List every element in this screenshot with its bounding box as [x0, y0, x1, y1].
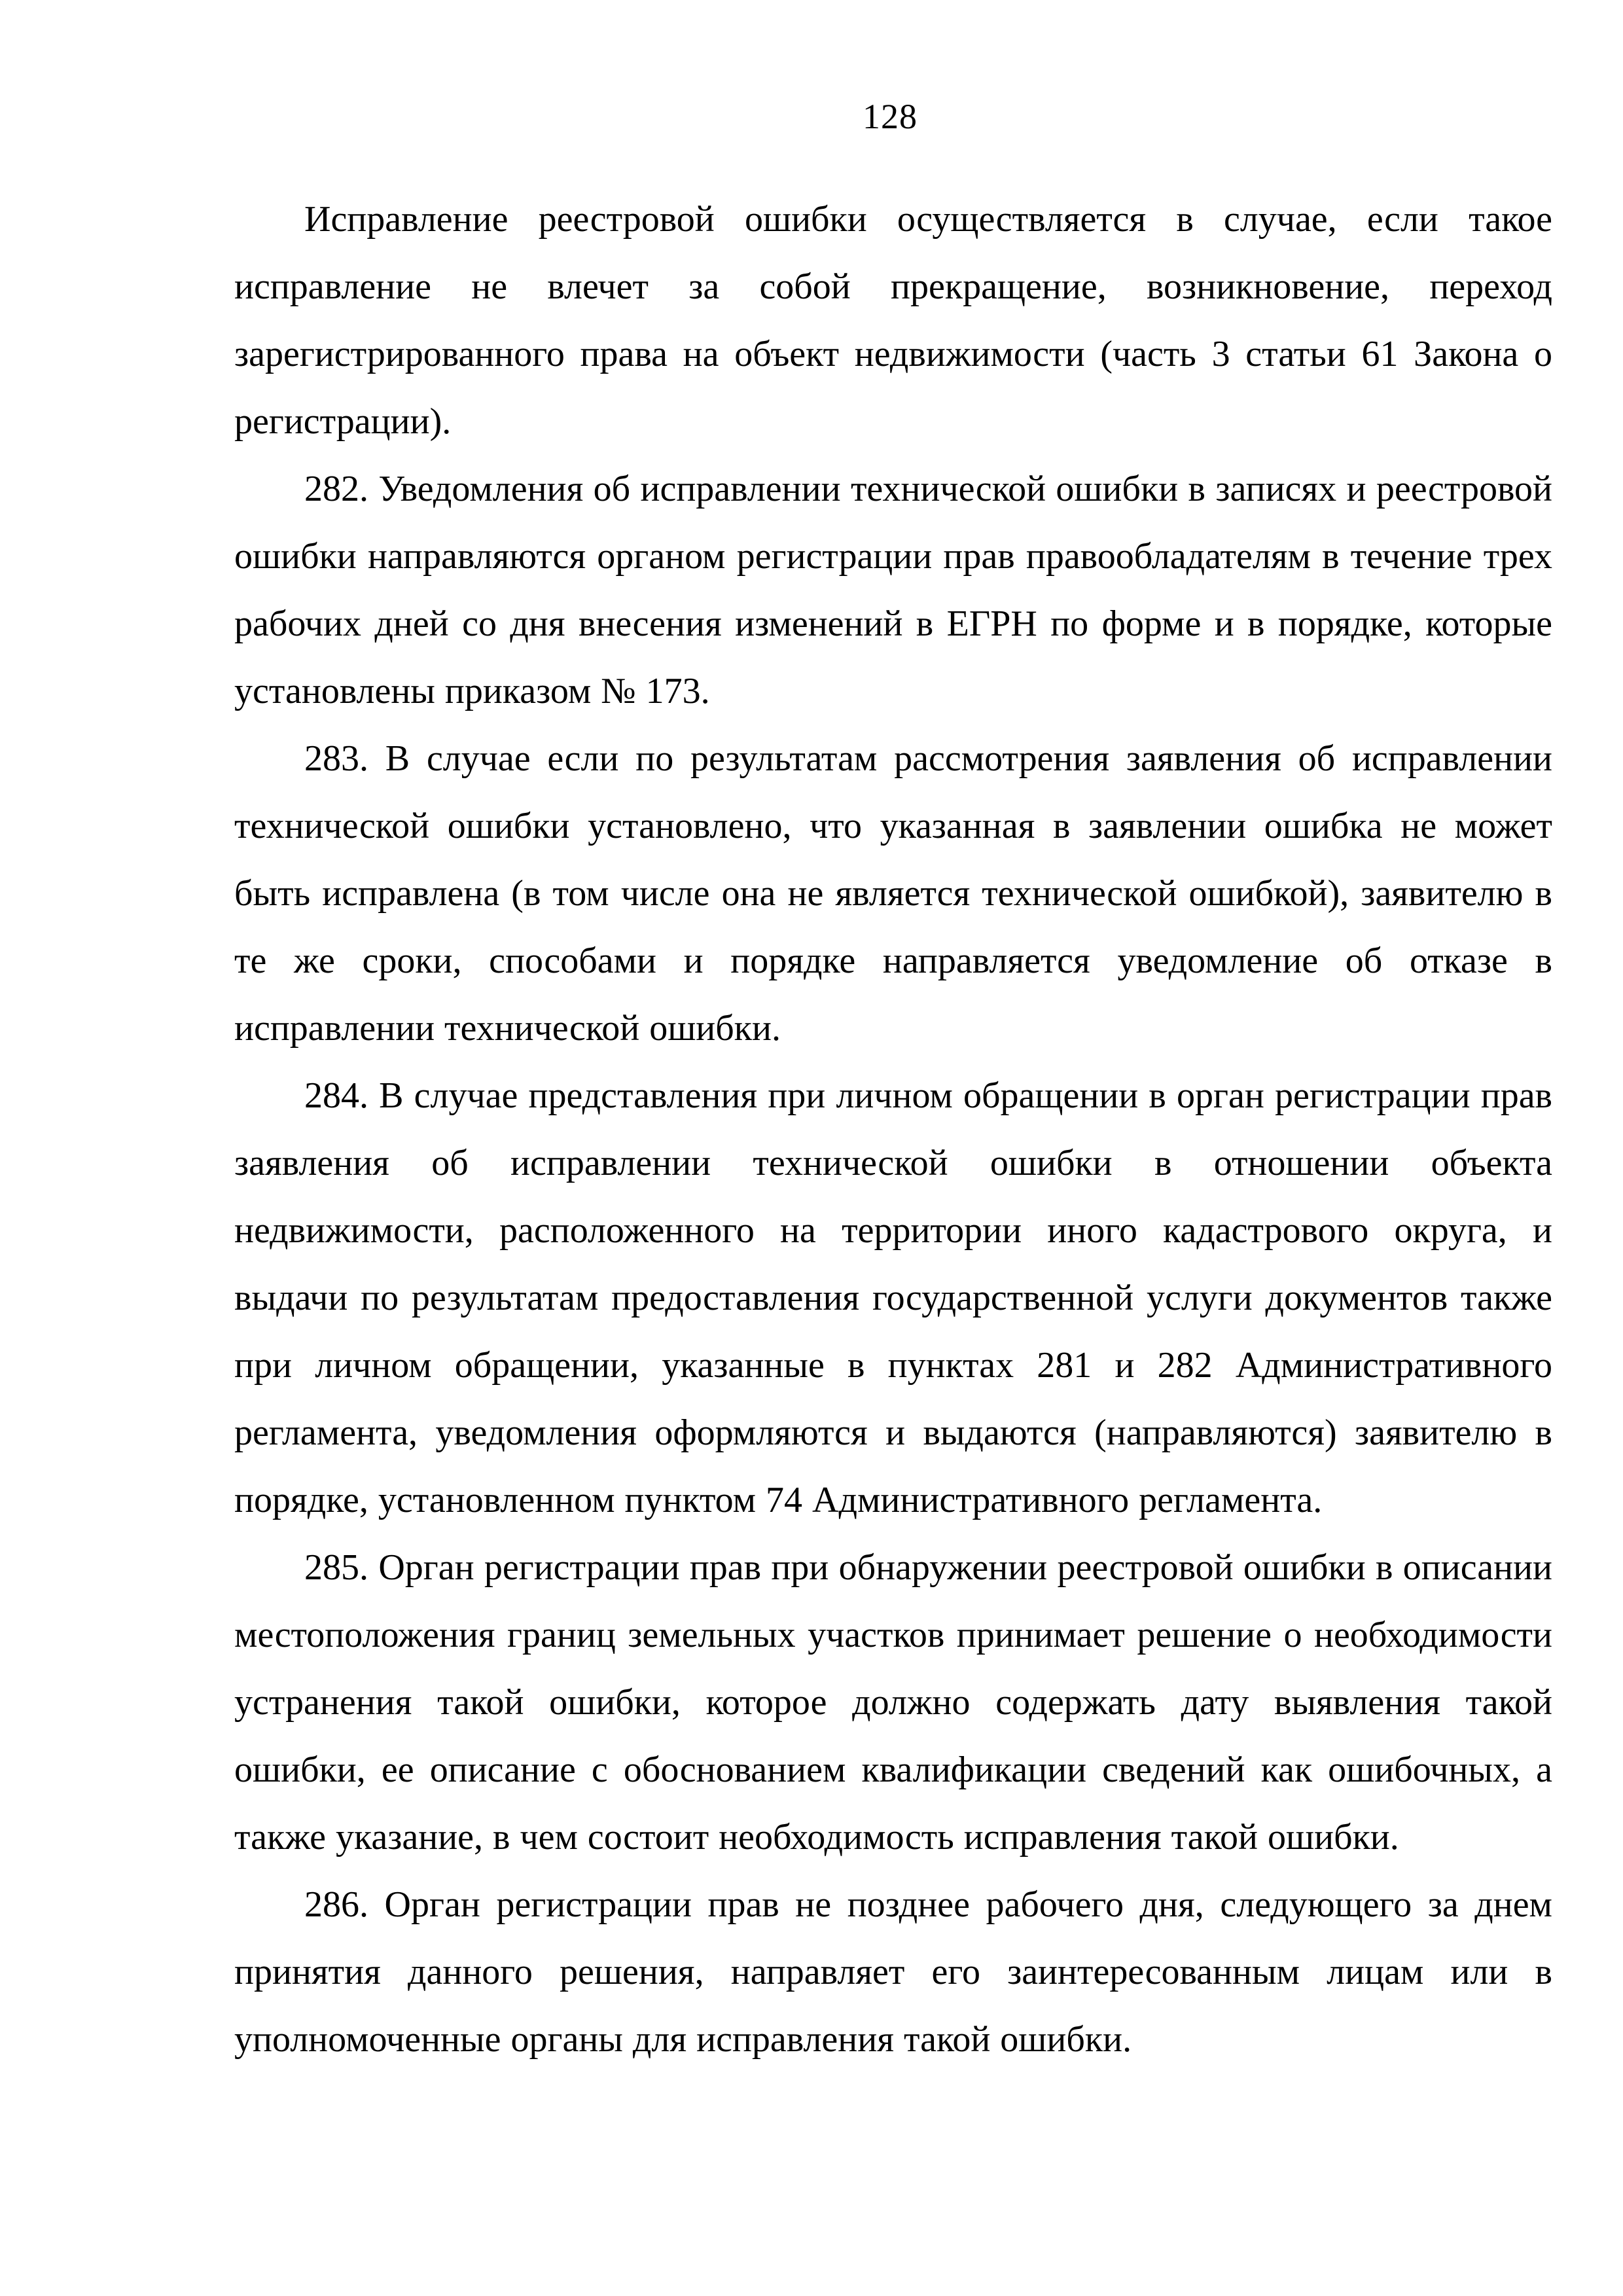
paragraph-284: 284. В случае представления при личном обращении в орган регистрации прав заявления об исправлении технической ошибки в отношении объекта недвижимости, расположенного на территории иного кадастрового округа, и выдачи по результатам предоставления государственной услуги документов также при личном обращении, указанные в пунктах 281 и 282 Административного регламента, уведомления оформляются и выдаются (направляются) заявителю в порядке, установленном пунктом 74 Административного регламента.: [234, 1075, 1552, 1520]
paragraph-285: 285. Орган регистрации прав при обнаружении реестровой ошибки в описании местоположения границ земельных участков принимает решение о необходимости устранения такой ошибки, которое должно содержать дату выявления такой ошибки, ее описание с обоснованием квалификации сведений как ошибочных, а также указание, в чем состоит необходимость исправления такой ошибки.: [234, 1547, 1552, 1857]
document-body: [234, 186, 1552, 2073]
paragraph-282: 282. Уведомления об исправлении технической ошибки в записях и реестровой ошибки направляются органом регистрации прав правообладателям в течение трех рабочих дней со дня внесения изменений в ЕГРН по форме и в порядке, которые установлены приказом № 173.: [234, 469, 1552, 711]
paragraph-registry-error-correction: Исправление реестровой ошибки осуществляется в случае, если такое исправление не влечет за собой прекращение, возникновение, переход зарегистрированного права на объект недвижимости (часть 3 статьи 61 Закона о регистрации).: [234, 199, 1552, 442]
page-number: 128: [863, 97, 918, 136]
paragraph-286: 286. Орган регистрации прав не позднее рабочего дня, следующего за днем принятия данного решения, направляет его заинтересованным лицам или в уполномоченные органы для исправления такой ошибки.: [234, 1884, 1552, 2060]
paragraph-283: 283. В случае если по результатам рассмотрения заявления об исправлении технической ошибки установлено, что указанная в заявлении ошибка не может быть исправлена (в том числе она не является технической ошибкой), заявителю в те же сроки, способами и порядке направляется уведомление об отказе в исправлении технической ошибки.: [234, 738, 1552, 1049]
